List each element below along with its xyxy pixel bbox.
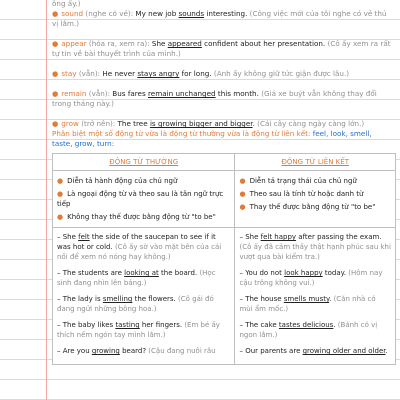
translation: (Cô ấy xem ra rất tự tin về bài thuyết trình của mình.) <box>52 39 391 58</box>
linking-verb-points <box>235 171 396 228</box>
vocab-word: appear <box>61 39 87 48</box>
comparison-table <box>52 153 396 365</box>
example-item: – She felt the side of the saucepan to see if it was hot or cold. (Cô ấy sờ vào mặt bên của cái nồi để xem nó nóng hay không.) <box>57 233 222 261</box>
header-ordinary-verb: ĐỘNG TỪ THƯỜNG <box>53 154 235 171</box>
example-text: . <box>252 119 255 128</box>
bullet-icon: ● <box>239 177 246 185</box>
example-text: confident about her presentation. <box>201 39 326 48</box>
vocab-meaning: (vẫn): <box>88 89 111 98</box>
vocab-word: sound <box>61 9 84 18</box>
vocab-word: grow <box>61 119 79 128</box>
bullet-icon: ● <box>52 9 59 18</box>
translation: (Giá xe buýt vẫn không thay đổi trong tháng này.) <box>52 89 377 108</box>
example-item: – You do not look happy today. (Hôm nay cậu trông không vui.) <box>239 269 383 287</box>
example-highlight: appeared <box>167 39 202 48</box>
linking-verb-examples <box>235 228 396 365</box>
example-text: Bus fares <box>110 89 148 98</box>
example-text: interesting. <box>204 9 248 18</box>
ordinary-verb-points <box>53 171 235 228</box>
list-item: ● Thay thế được bằng động từ "to be" <box>239 203 376 211</box>
example-text: He never <box>100 69 138 78</box>
example-item: – Are you growing beard? (Cậu đang nuôi râu <box>57 347 216 355</box>
example-item: – The lady is smelling the flowers. (Cô gái đó đang ngửi những bông hoa.) <box>57 295 214 313</box>
bullet-icon: ● <box>52 89 59 98</box>
bullet-icon: ● <box>52 119 59 128</box>
top-fragment: ông ấy.) <box>52 0 81 8</box>
example-highlight: is growing bigger and bigger <box>149 119 253 128</box>
example-text: for long. <box>179 69 212 78</box>
vocab-meaning: (nghe có vẻ): <box>85 9 134 18</box>
note-text: Phân biệt một số động từ vừa là động từ thường vừa là động từ liên kết: <box>52 129 311 138</box>
example-text: She <box>149 39 168 48</box>
example-highlight: sounds <box>178 9 205 18</box>
bullet-icon: ● <box>52 39 59 48</box>
vocab-entry-appear <box>52 39 394 59</box>
vocab-word: remain <box>61 89 87 98</box>
content-area <box>52 0 394 365</box>
ordinary-verb-examples <box>53 228 235 365</box>
example-item: – She felt happy after passing the exam. (Cô ấy đã cảm thấy thật hạnh phúc sau khi vượt qua bài kiểm tra.) <box>239 233 391 261</box>
example-text: this month. <box>215 89 259 98</box>
table-row-examples <box>53 228 396 365</box>
bullet-icon: ● <box>57 177 64 185</box>
list-item: ● Không thay thế được bằng động từ "to be" <box>57 213 216 221</box>
bullet-icon: ● <box>239 190 246 198</box>
vocab-meaning: (trở nên): <box>81 119 116 128</box>
note-verbs: feel, look, smell, taste, grow, turn: <box>52 129 372 148</box>
example-text: My new job <box>133 9 179 18</box>
bullet-icon: ● <box>239 203 246 211</box>
table-header-row <box>53 154 396 171</box>
example-item: – The students are looking at the board. (Học sinh đang nhìn lên bảng.) <box>57 269 216 287</box>
vocab-meaning: (vẫn): <box>78 69 101 78</box>
vocab-entry-grow <box>52 119 394 129</box>
example-item: – The cake tastes delicious. (Bánh có vị ngon lắm.) <box>239 321 378 339</box>
example-item: – Our parents are growing older and older. <box>239 347 388 355</box>
bullet-icon: ● <box>57 190 64 198</box>
translation: (Anh ấy không giữ tức giận được lâu.) <box>213 69 350 78</box>
bullet-icon: ● <box>52 69 59 78</box>
table-row-definitions <box>53 171 396 228</box>
vocab-word: stay <box>61 69 77 78</box>
example-item: – The house smells musty. (Căn nhà có mùi ẩm mốc.) <box>239 295 376 313</box>
comparison-note <box>52 129 394 149</box>
example-text: The tree <box>115 119 150 128</box>
vocab-entry-remain <box>52 89 394 109</box>
margin-line <box>46 0 47 400</box>
list-item: ● Diễn tả hành động của chủ ngữ <box>57 177 178 185</box>
translation: (Cái cây càng ngày càng lớn.) <box>257 119 365 128</box>
vocab-meaning: (hóa ra, xem ra): <box>88 39 150 48</box>
example-highlight: stays angry <box>137 69 180 78</box>
translation: (Công việc mới của tôi nghe có vẻ thú vị lắm.) <box>52 9 387 28</box>
vocab-entry-sound <box>52 9 394 29</box>
example-item: – The baby likes tasting her fingers. (Em bé ấy thích nếm ngón tay mình lắm.) <box>57 321 220 339</box>
list-item: ● Là ngoại động từ và theo sau là tân ngữ trực tiếp <box>57 190 224 208</box>
vocab-entry-stay <box>52 69 394 79</box>
example-highlight: remain unchanged <box>148 89 216 98</box>
list-item: ● Theo sau là tính từ hoặc danh từ <box>239 190 364 198</box>
header-linking-verb: ĐỘNG TỪ LIÊN KẾT <box>235 154 396 171</box>
list-item: ● Diễn tả trạng thái của chủ ngữ <box>239 177 357 185</box>
bullet-icon: ● <box>57 213 64 221</box>
